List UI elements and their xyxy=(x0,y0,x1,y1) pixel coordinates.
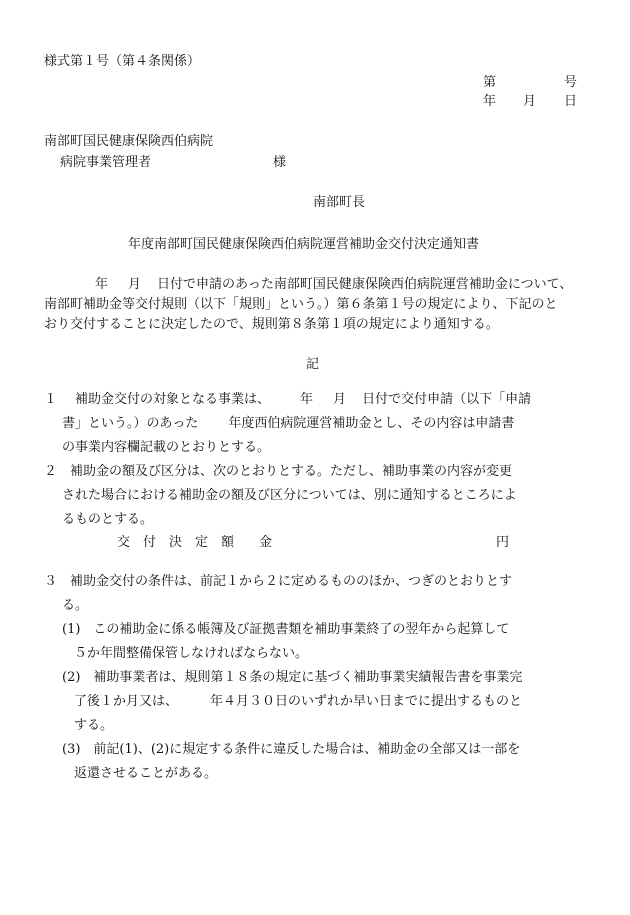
recipient-title: 病院事業管理者 xyxy=(60,155,152,170)
intro-line-2: 南部町補助金等交付規則（以下「規則」という。）第６条第１号の規定により、下記のと xyxy=(44,297,558,312)
item2-line-3: るものとする。 xyxy=(62,512,154,527)
date-month: 月 xyxy=(523,94,537,109)
item2-line-2: された場合における補助金の額及び区分については、別に通知するところによ xyxy=(62,488,517,503)
document-title: 年度南部町国民健康保険西伯病院運営補助金交付決定通知書 xyxy=(128,237,480,252)
recipient-organization: 南部町国民健康保険西伯病院 xyxy=(44,134,214,149)
item3-sub2-line-3: する。 xyxy=(74,718,114,733)
item3-sub1-line-1: (1) この補助金に係る帳簿及び証拠書類を補助事業終了の翌年から起算して xyxy=(62,622,510,637)
item3-sub2-line-1: (2) 補助事業者は、規則第１８条の規定に基づく補助事業実績報告書を事業完 xyxy=(62,670,523,685)
intro-line-3: おり交付することに決定したので、規則第８条第１項の規定により通知する。 xyxy=(44,317,499,332)
item1-line-3: の事業内容欄記載のとおりとする。 xyxy=(62,440,271,455)
intro-month: 月 xyxy=(128,277,142,292)
amount-yen: 円 xyxy=(496,535,510,550)
date-day: 日 xyxy=(564,94,578,109)
items-1-2 xyxy=(44,388,594,532)
intro-text: 日付で申請のあった南部町国民健康保険西伯病院運営補助金について、 xyxy=(157,277,573,292)
form-number: 様式第１号（第４条関係） xyxy=(44,54,201,69)
item3-sub2-line-2: 了後１か月又は、 年４月３０日のいずれか早い日までに提出するものと xyxy=(74,694,523,709)
item2-line-1: ２ 補助金の額及び区分は、次のとおりとする。ただし、補助事業の内容が変更 xyxy=(44,464,513,479)
item3-sub3-line-2: 返還させることがある。 xyxy=(74,766,218,781)
recipient-honorific: 様 xyxy=(273,155,287,170)
doc-number-prefix: 第 xyxy=(483,75,497,90)
item3-sub1-line-2: ５か年間整備保管しなければならない。 xyxy=(74,646,309,661)
item1-number: １ xyxy=(44,392,58,407)
item3-sub3-line-1: (3) 前記(1)、(2)に規定する条件に違反した場合は、補助金の全部又は一部を xyxy=(62,742,521,757)
date-year: 年 xyxy=(483,94,497,109)
amount-label: 交 付 決 定 額 xyxy=(117,535,235,550)
item3-line-1: ３ 補助金交付の条件は、前記１から２に定めるもののほか、つぎのとおりとす xyxy=(44,574,513,589)
item1-line-1: １ 補助金交付の対象となる事業は、 年 月 日付で交付申請（以下「申請 xyxy=(44,392,532,407)
item3-line-2: る。 xyxy=(62,598,89,613)
item1-line-2: 書」という。）のあった 年度西伯病院運営補助金とし、その内容は申請書 xyxy=(62,416,515,431)
item-3 xyxy=(44,570,594,786)
intro-line-1 xyxy=(95,276,572,293)
doc-number-suffix: 号 xyxy=(564,75,578,90)
intro-year: 年 xyxy=(95,277,109,292)
ki-heading: 記 xyxy=(306,357,320,372)
sender-name: 南部町長 xyxy=(313,195,366,210)
amount-kin: 金 xyxy=(259,535,273,550)
